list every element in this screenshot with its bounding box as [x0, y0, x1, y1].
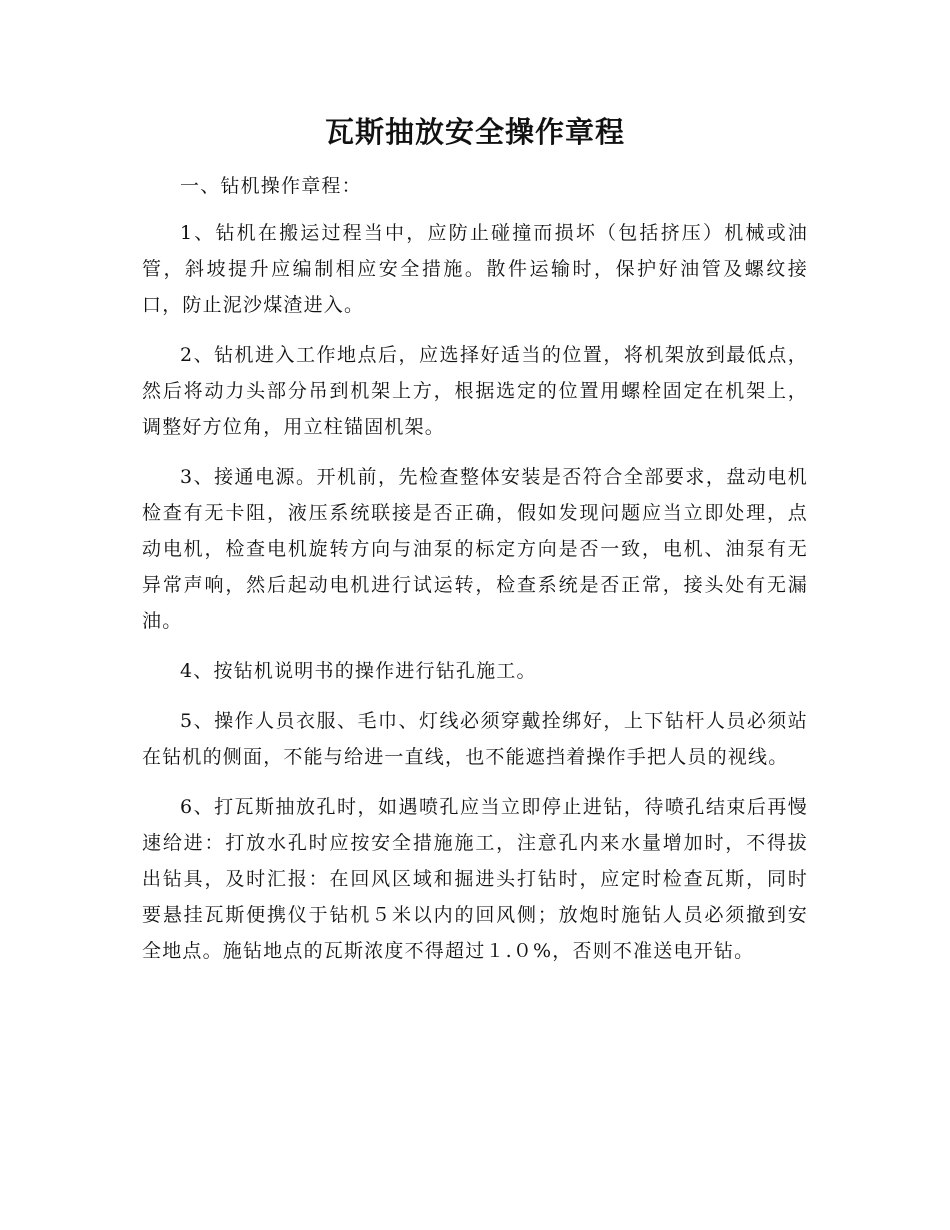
paragraph-1: 1、钻机在搬运过程当中，应防止碰撞而损坏（包括挤压）机械或油管，斜坡提升应编制相应安全措施。散件运输时，保护好油管及螺纹接口，防止泥沙煤渣进入。 — [142, 222, 808, 316]
paragraph-2: 2、钻机进入工作地点后，应选择好适当的位置，将机架放到最低点，然后将动力头部分吊到机架上方，根据选定的位置用螺栓固定在机架上，调整好方位角，用立柱锚固机架。 — [142, 344, 808, 438]
paragraph-3: 3、接通电源。开机前，先检查整体安装是否符合全部要求，盘动电机检查有无卡阻，液压系统联接是否正确，假如发现问题应当立即处理，点动电机，检查电机旋转方向与油泵的标定方向是否一致，电机、油泵有无异常声响，然后起动电机进行试运转，检查系统是否正常，接头处有无漏油。 — [142, 466, 808, 632]
document-title: 瓦斯抽放安全操作章程 — [324, 115, 625, 149]
paragraph-4: 4、按钻机说明书的操作进行钻孔施工。 — [180, 660, 537, 682]
section-heading: 一、钻机操作章程： — [180, 175, 362, 197]
paragraph-6: 6、打瓦斯抽放孔时，如遇喷孔应当立即停止进钻，待喷孔结束后再慢速给进：打放水孔时应按安全措施施工，注意孔内来水量增加时，不得拔出钻具，及时汇报：在回风区域和掘进头打钻时，应定时检查瓦斯，同时要悬挂瓦斯便携仪于钻机５米以内的回风侧；放炮时施钻人员必须撤到安全地点。施钻地点的瓦斯浓度不得超过１.０%，否则不准送电开钻。 — [142, 796, 808, 962]
document-body — [142, 168, 808, 983]
paragraph-5: 5、操作人员衣服、毛巾、灯线必须穿戴拴绑好，上下钻杆人员必须站在钻机的侧面，不能与给进一直线，也不能遮挡着操作手把人员的视线。 — [142, 710, 808, 768]
